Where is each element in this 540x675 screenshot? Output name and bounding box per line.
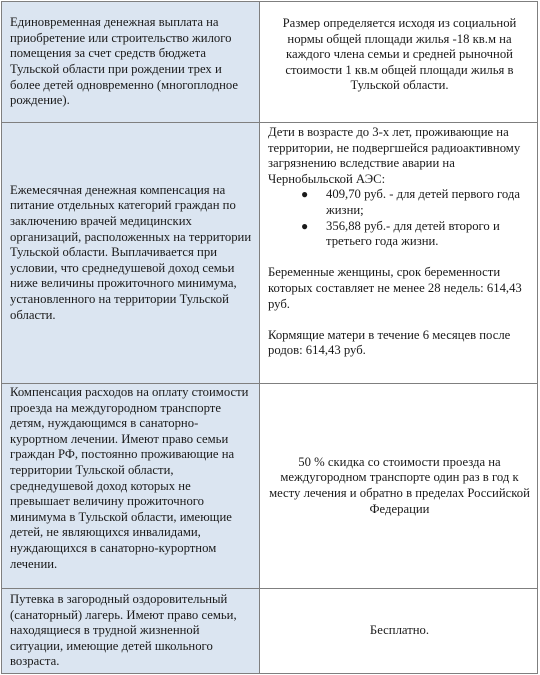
bullet-icon: ● xyxy=(301,187,309,202)
bullet-text: 356,88 руб.- для детей второго и третьего года жизни. xyxy=(326,218,500,249)
benefit-amount: 50 % скидка со стоимости проезда на междугородном транспорте один раз в год к месту лечения и обратно в пределах Российской Федерации xyxy=(269,454,530,516)
benefits-table xyxy=(1,1,538,674)
benefit-description: Ежемесячная денежная компенсация на питание отдельных категорий граждан по заключению врачей медицинских организаций, расположенных на территории Тульской области. Выплачивается при условии, что среднедушевой доход семьи ниже величины прожиточного минимума, установленного на территории Тульской области. xyxy=(10,182,252,322)
benefit-amount-cell xyxy=(259,2,537,122)
benefit-description-cell xyxy=(2,589,259,673)
table-row xyxy=(2,588,537,673)
benefit-amount-cell xyxy=(259,123,537,383)
benefit-description: Компенсация расходов на оплату стоимости проезда на междугородном транспорте детям, нуждающимся в санаторно-курортном лечении. Имеют право семьи граждан РФ, постоянно проживающие на территории Тульской области, среднедушевой доход которых не превышает величину прожиточного минимума в Тульской области, имеющие детей, не являющихся инвалидами, нуждающихся в санаторно-курортном лечении. xyxy=(10,385,249,571)
benefit-description: Единовременная денежная выплата на приобретение или строительство жилого помещения за счет средств бюджета Тульской области при рождении трех и более детей одновременно (многоплодное рождение). xyxy=(10,15,239,108)
table-row xyxy=(2,2,537,122)
benefit-description-cell xyxy=(2,384,259,588)
benefit-amount-cell xyxy=(259,589,537,673)
benefit-amount: Бесплатно. xyxy=(369,623,430,638)
bullet-text: 409,70 руб. - для детей первого года жизни; xyxy=(326,187,520,217)
table-row xyxy=(2,122,537,383)
pregnant-women-text: Беременные женщины, срок беременности которых составляет не менее 28 недель: 614,43 руб. xyxy=(268,265,522,311)
list-item xyxy=(268,219,531,250)
benefit-amount-cell xyxy=(259,384,537,588)
benefit-description: Путевка в загородный оздоровительный (санаторный) лагерь. Имеют право семьи, находящиеся в трудной жизненной ситуации, имеющие детей школьного возраста. xyxy=(10,592,237,669)
bullet-icon: ● xyxy=(301,218,309,233)
nursing-mothers-text: Кормящие матери в течение 6 месяцев после родов: 614,43 руб. xyxy=(268,327,511,358)
children-intro: Дети в возрасте до 3-х лет, проживающие на территории, не подвергшейся радиоактивному загрязнению вследствие аварии на Чернобыльской АЭС: xyxy=(268,125,521,186)
list-item xyxy=(268,187,531,218)
benefit-description-cell xyxy=(2,123,259,383)
benefit-description-cell xyxy=(2,2,259,122)
table-row xyxy=(2,383,537,588)
benefit-amount: Размер определяется исходя из социальной нормы общей площади жилья -18 кв.м на каждого члена семьи и средней рыночной стоимости 1 кв.м общей площади жилья в Тульской области. xyxy=(282,16,517,93)
